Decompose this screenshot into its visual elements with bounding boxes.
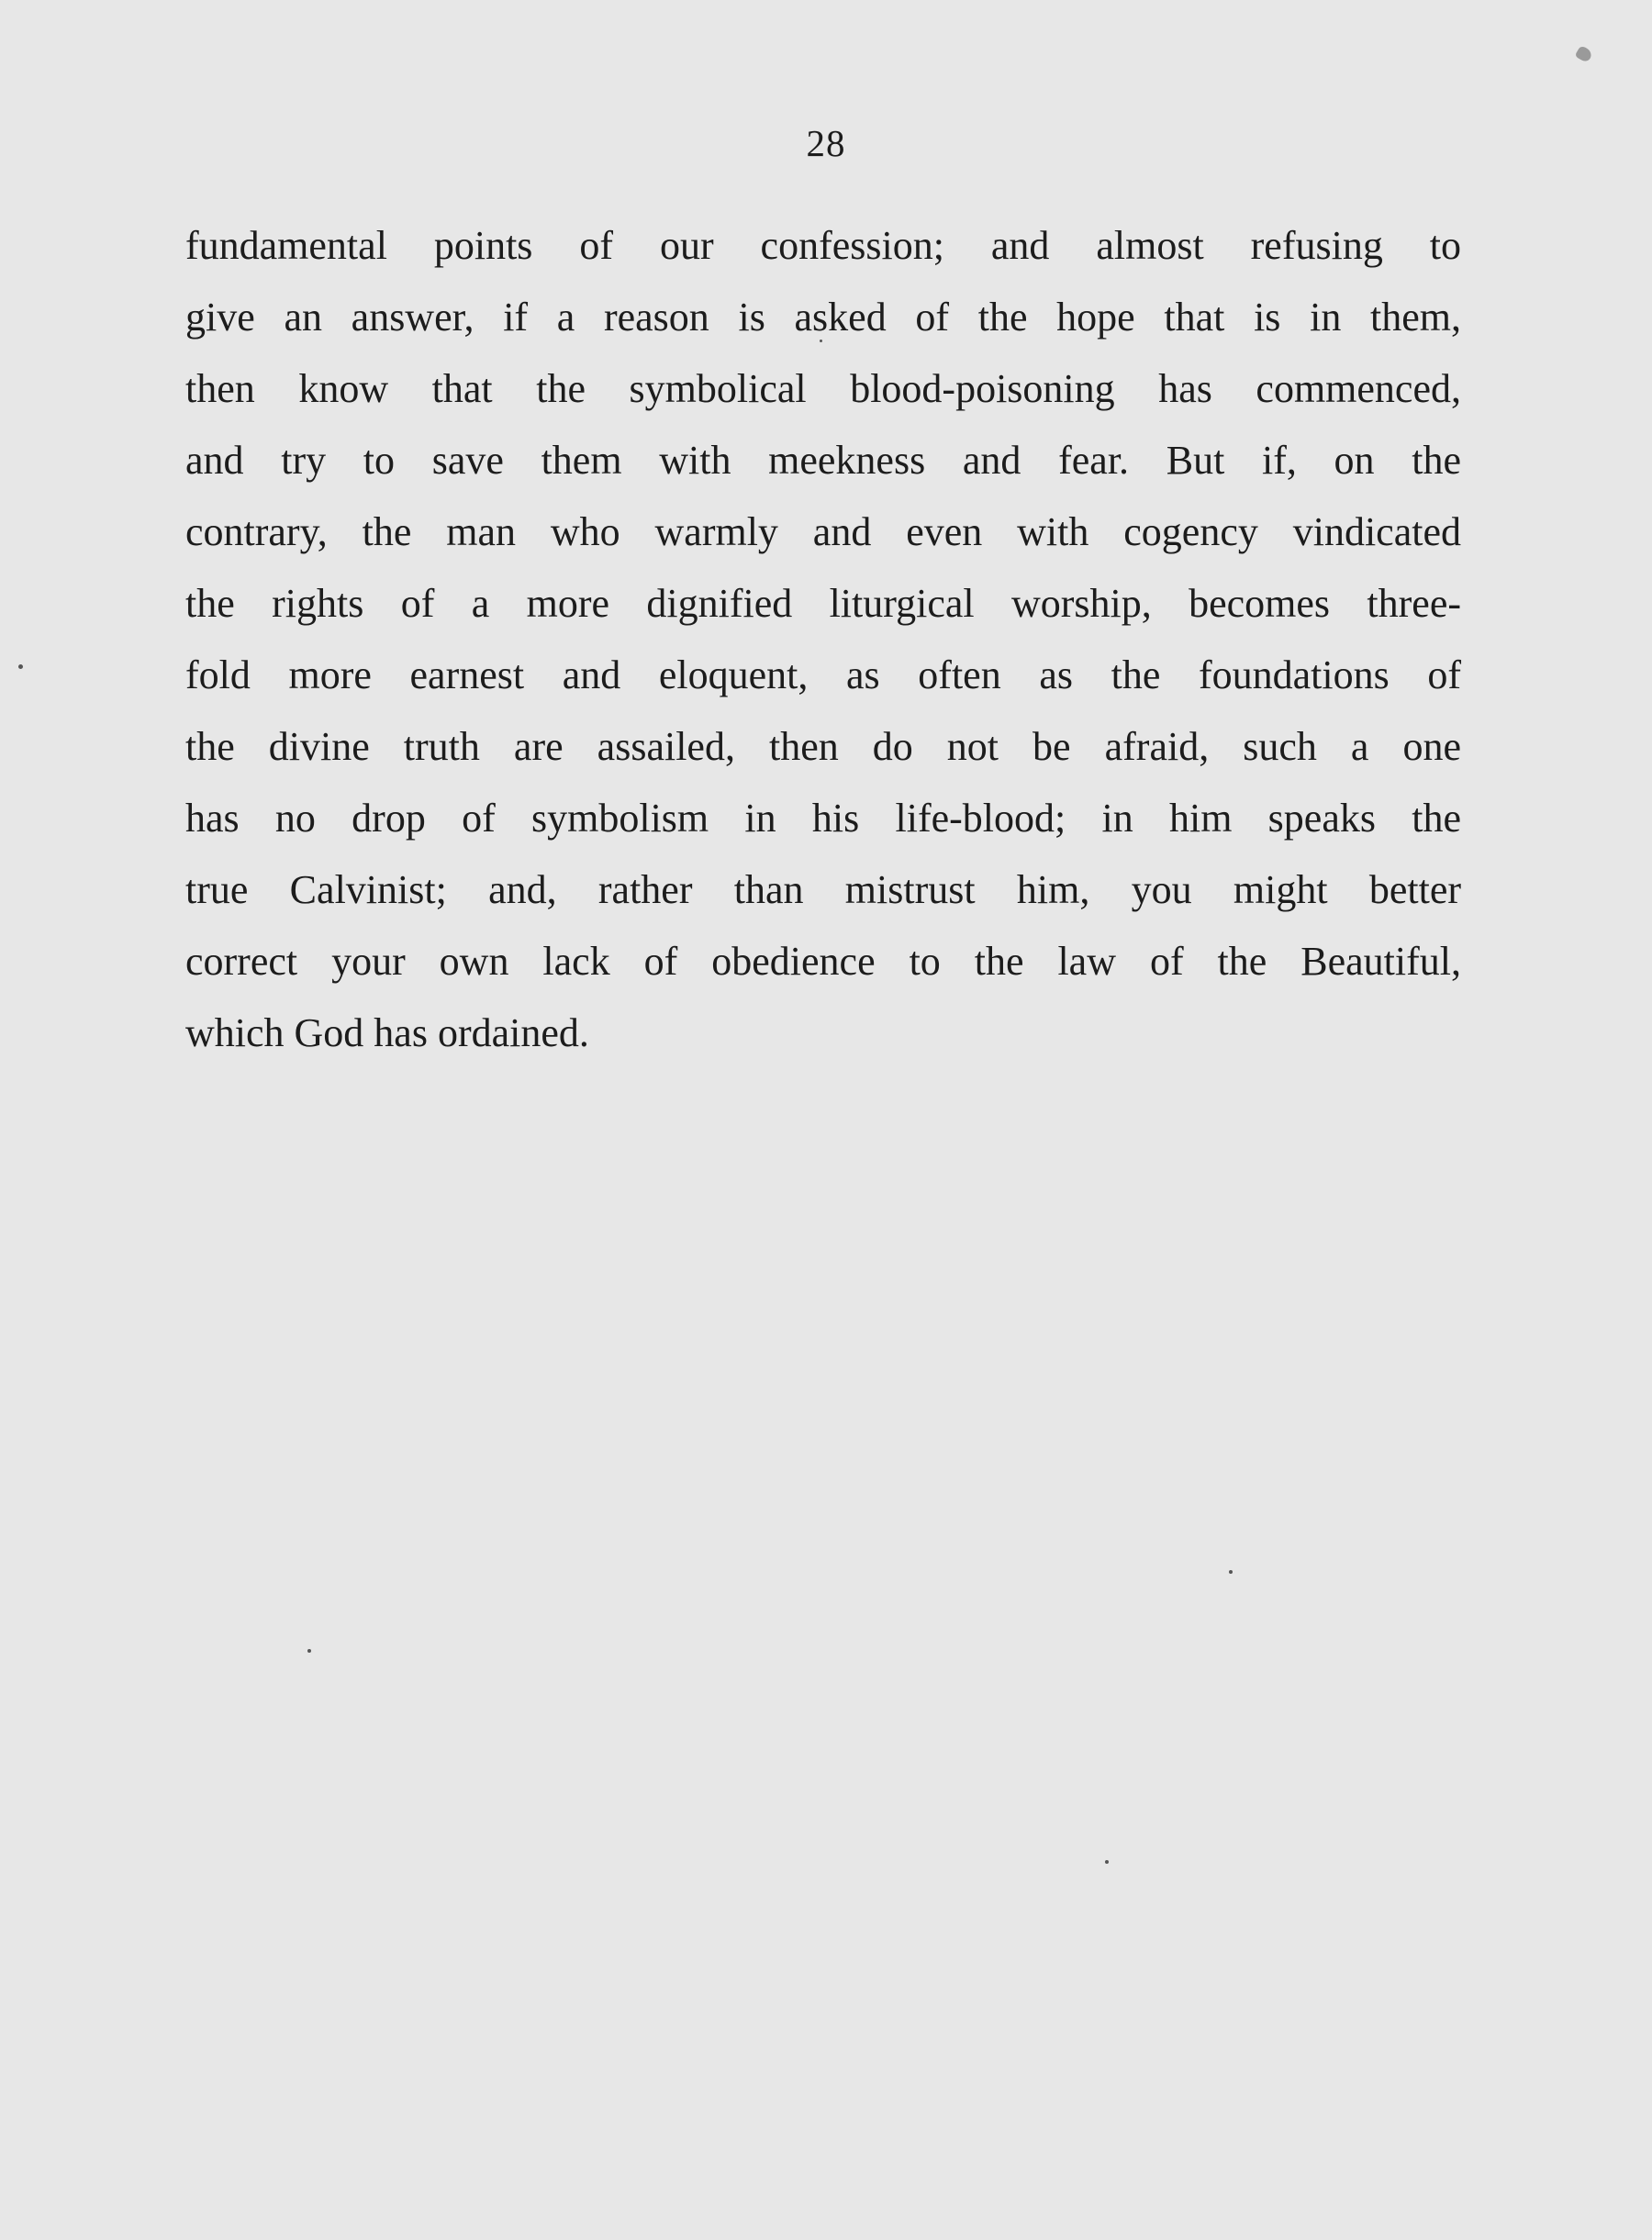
text-line: fundamental points of our confession; and almost refusing to [185, 223, 1461, 268]
paper-speck [1105, 1860, 1109, 1864]
paper-speck [307, 1649, 311, 1653]
text-line: the divine truth are assailed, then do not be afraid, such a one [185, 724, 1461, 769]
text-line: has no drop of symbolism in his life-blood; in him speaks the [185, 796, 1461, 841]
paper-blemish [1575, 45, 1594, 63]
page-number: 28 [806, 122, 846, 164]
text-line: give an answer, if a reason is asked of the hope that is in them, [185, 295, 1461, 340]
paper-speck [1229, 1570, 1233, 1574]
text-line: which God has ordained. [185, 1010, 589, 1055]
text-line: contrary, the man who warmly and even with cogency vindicated [185, 509, 1461, 554]
text-line: fold more earnest and eloquent, as often as the foundations of [185, 652, 1461, 697]
body-paragraph [185, 218, 1461, 1077]
text-line: correct your own lack of obedience to the law of the Beautiful, [185, 939, 1461, 984]
text-line: and try to save them with meekness and fear. But if, on the [185, 438, 1461, 483]
text-line: the rights of a more dignified liturgical worship, becomes three- [185, 581, 1461, 626]
text-line: then know that the symbolical blood-poisoning has commenced, [185, 366, 1461, 411]
paper-speck [18, 664, 23, 669]
text-line: true Calvinist; and, rather than mistrust him, you might better [185, 867, 1461, 912]
